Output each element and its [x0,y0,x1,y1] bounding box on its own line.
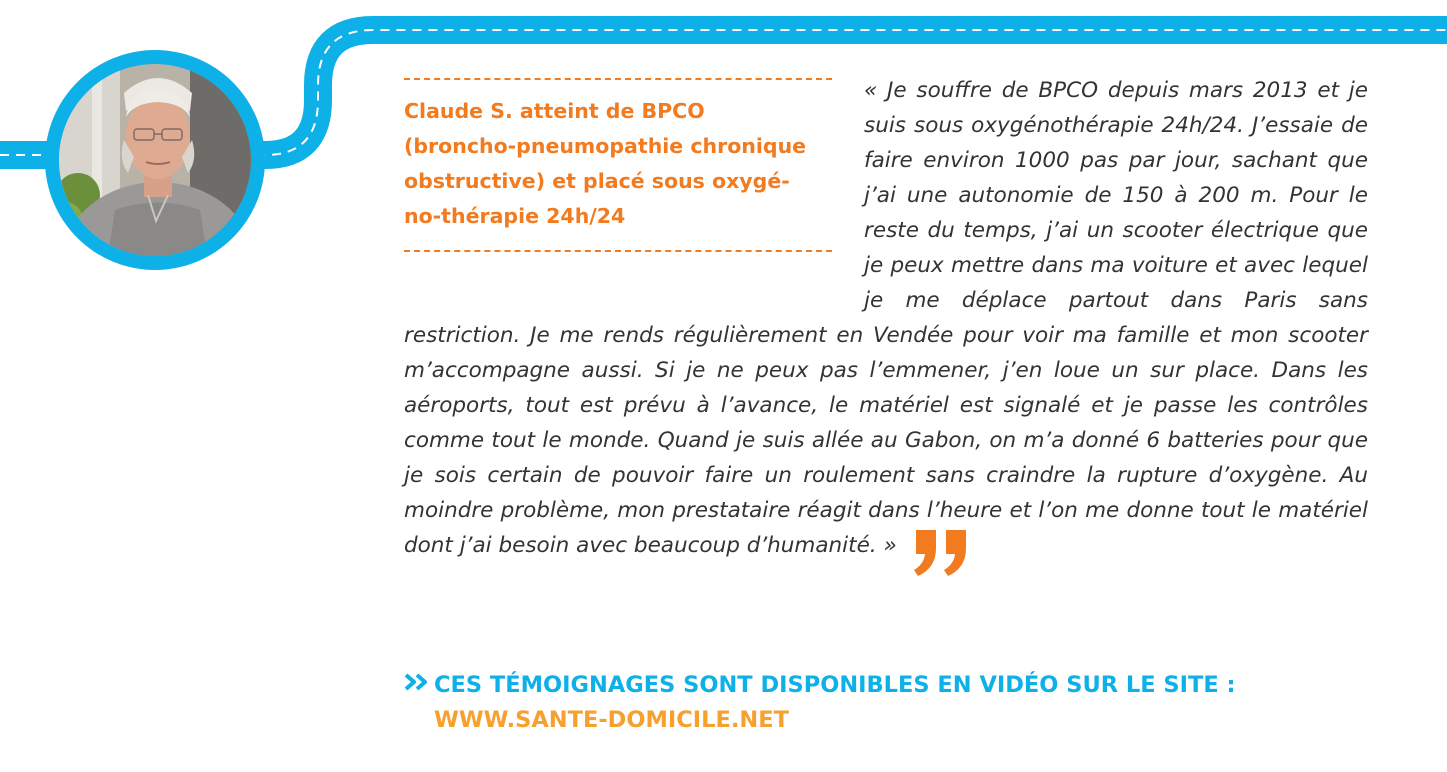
caption-line: no-thérapie 24h/24 [404,204,626,228]
footer-notice [404,668,1236,738]
quote-text: « Je souffre de BPCO depuis mars 2013 et je suis sous oxygénothérapie 24h/24. J’essaie de faire environ 1000 pas par jour, sachant que j’ai une autonomie de 150 à 200 m. Pour le reste du temps, j’ai un scooter électrique que je peux mettre dans ma voiture et avec lequel je me déplace partout dans Paris sans restriction. Je me rends régulièrement en Vendée pour voir ma famille et mon scooter m’accompagne aussi. Si je ne peux pas l’emmener, j’en loue un sur place. Dans les aéroports, tout est prévu à l’avance, le matériel est signalé et je passe les contrôles comme tout le monde. Quand je suis allée au Gabon, on m’a donné 6 batteries pour que je sois certain de pouvoir faire un roulement sans craindre la rupture d’oxygène. Au moindre problème, mon prestataire réagit dans l’heure et l’on me donne tout le matériel dont j’ai besoin avec beaucoup d’humanité. » [404,78,1368,558]
website-link[interactable]: WWW.SANTE-DOMICILE.NET [434,707,789,733]
caption-line: obstructive) et placé sous oxygé- [404,169,790,193]
quote-wrap-spacer [404,73,864,285]
portrait-photo [40,45,270,275]
closing-quote-icon [914,530,970,576]
caption-line: Claude S. atteint de BPCO [404,99,705,123]
caption-line: (broncho-pneumopathie chronique [404,134,807,158]
video-availability-notice: CES TÉMOIGNAGES SONT DISPONIBLES EN VIDÉO SUR LE SITE : [434,672,1236,698]
testimony-quote [404,73,1368,576]
double-chevron-icon [404,672,430,692]
